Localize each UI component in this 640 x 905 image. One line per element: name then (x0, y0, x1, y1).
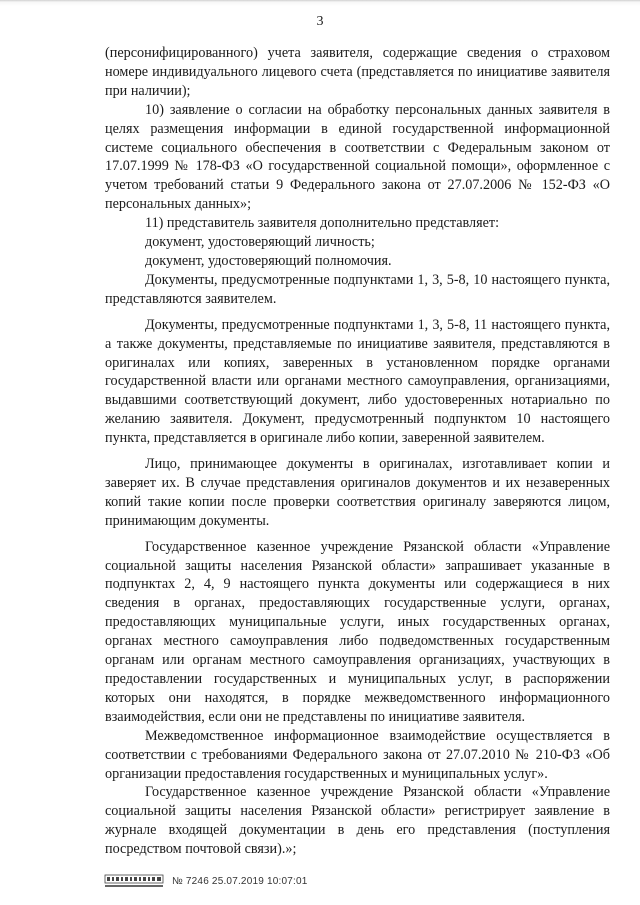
stamp-logo-icon (104, 873, 164, 889)
paragraph: Межведомственное информационное взаимодействие осуществляется в соответствии с требованиями Федерального закона от 27.07.2010 № 210-ФЗ «Об организации предоставления государственных и муниципальных услуг». (105, 727, 610, 782)
paragraph: документ, удостоверяющий полномочия. (145, 252, 392, 269)
page-number: 3 (316, 14, 324, 29)
document-body (105, 44, 610, 859)
paragraph: (персонифицированного) учета заявителя, содержащие сведения о страховом номере индивидуального лицевого счета (представляется по инициативе заявителя при наличии); (105, 45, 610, 99)
scan-edge (0, 0, 640, 10)
paragraph: Государственное казенное учреждение Рязанской области «Управление социальной защиты населения Рязанской области» регистрирует заявление в журнале входящей документации в день его представления (поступления посредством почтовой связи).»; (105, 784, 610, 858)
paragraph: Лицо, принимающее документы в оригиналах, изготавливает копии и заверяет их. В случае представления оригиналов документов и их незаверенных копий такие копии после проверки соответствия оригиналу заверяются лицом, принимающим документы. (105, 456, 610, 529)
paragraph: 10) заявление о согласии на обработку персональных данных заявителя в целях размещения информации в единой государственной информационной системе социального обеспечения в соответствии с Федеральным законом от 17.07.1999 № 178-ФЗ «О государственной социальной помощи», оформленное с учетом требований статьи 9 Федерального закона от 27.07.2006 № 152-ФЗ «О персональных данных»; (105, 101, 610, 213)
paragraph: Государственное казенное учреждение Рязанской области «Управление социальной защиты населения Рязанской области» запрашивает указанные в подпунктах 2, 4, 9 настоящего пункта документы или содержащиеся в них сведения в органах, предоставляющих государственные услуги, органах, предоставляющих муниципальные услуги, иных государственных органах, органах местного самоуправления либо подведомственных государственным органам или органам местного самоуправления организациях, участвующих в предоставлении государственных и муниципальных услуг, в распоряжении которых они находятся, в порядке межведомственного информационного взаимодействия, если они не представлены по инициативе заявителя. (105, 538, 610, 725)
paragraph: документ, удостоверяющий личность; (145, 234, 375, 251)
paragraph: Документы, предусмотренные подпунктами 1, 3, 5-8, 11 настоящего пункта, а также документы, представляемые по инициативе заявителя, представляются в оригиналах или копиях, заверенных в установленном порядке органами государственной власти или органами местного самоуправления, организациями, выдавшими соответствующий документ, либо удостоверенных нотариально по желанию заявителя. Документ, предусмотренный подпунктом 10 настоящего пункта, представляется в оригинале либо копии, заверенной заявителем. (105, 316, 610, 447)
registration-stamp (104, 872, 307, 890)
paragraph: 11) представитель заявителя дополнительно представляет: (145, 215, 500, 232)
paragraph: Документы, предусмотренные подпунктами 1, 3, 5-8, 10 настоящего пункта, представляются заявителем. (105, 271, 610, 307)
stamp-text: № 7246 25.07.2019 10:07:01 (172, 875, 308, 887)
